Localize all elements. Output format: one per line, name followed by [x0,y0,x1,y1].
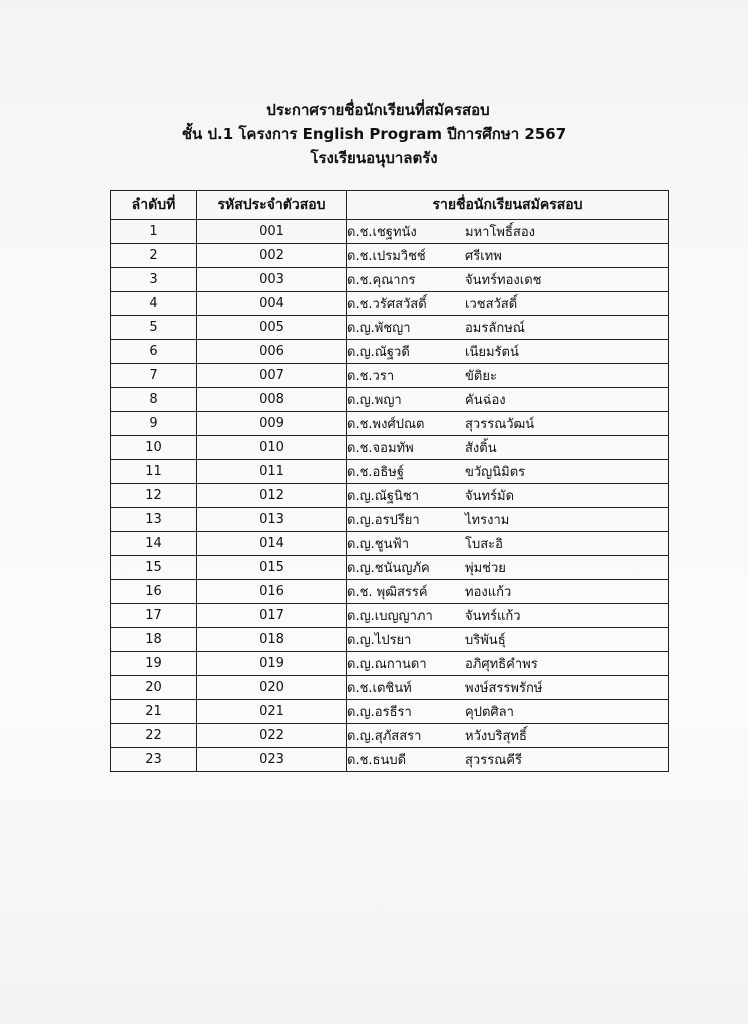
student-last-name: ขวัญนิมิตร [465,465,526,480]
document-header [0,98,748,170]
table-row [111,412,669,436]
program-subtitle: ชั้น ป.1 โครงการ English Program ปีการศึกษา 2567 [181,125,567,143]
order-number-cell: 9 [111,412,197,436]
student-first-name: ด.ญ.ชูนฟ้า [347,537,409,552]
student-last-name: สังติ้น [465,441,497,456]
student-last-name: เวชสวัสดิ์ [465,297,518,312]
header-order-no: ลำดับที่ [111,191,197,220]
student-last-name: คันฉ่อง [465,393,506,408]
exam-id-cell: 008 [197,388,347,412]
order-number-cell: 12 [111,484,197,508]
student-first-name: ด.ช.ธนบดี [347,753,407,768]
order-number-cell: 4 [111,292,197,316]
student-first-name: ด.ช.เปรมวิชช์ [347,249,426,264]
student-last-name: อมรลักษณ์ [465,321,525,336]
student-last-name: สุวรรณคีรี [465,753,522,768]
table-row [111,604,669,628]
table-row [111,484,669,508]
order-number-cell: 21 [111,700,197,724]
table-row [111,388,669,412]
order-number-cell: 8 [111,388,197,412]
exam-id-cell: 013 [197,508,347,532]
order-number-cell: 13 [111,508,197,532]
student-first-name: ด.ญ.พัชญา [347,321,411,336]
order-number-cell: 6 [111,340,197,364]
exam-id-cell: 009 [197,412,347,436]
student-last-name: จันทร์แก้ว [465,609,521,624]
table-row [111,292,669,316]
exam-id-cell: 021 [197,700,347,724]
student-last-name: จันทร์ทองเดช [465,273,542,288]
student-last-name: ทองแก้ว [465,585,512,600]
order-number-cell: 23 [111,748,197,772]
exam-id-cell: 015 [197,556,347,580]
table-body [111,220,669,772]
applicant-table [110,190,669,772]
table-row [111,220,669,244]
student-last-name: ขัติยะ [465,369,497,384]
announcement-title: ประกาศรายชื่อนักเรียนที่สมัครสอบ [266,101,490,119]
exam-id-cell: 011 [197,460,347,484]
student-name-cell [347,724,669,748]
student-last-name: บริพันธุ์ [465,633,506,648]
student-first-name: ด.ช.เชฐทนัง [347,225,417,240]
student-name-cell [347,700,669,724]
order-number-cell: 10 [111,436,197,460]
student-last-name: โบสะอิ [465,537,503,552]
exam-id-cell: 010 [197,436,347,460]
table-row [111,244,669,268]
student-name-cell [347,364,669,388]
student-name-cell [347,556,669,580]
exam-id-cell: 007 [197,364,347,388]
exam-id-cell: 004 [197,292,347,316]
order-number-cell: 16 [111,580,197,604]
student-name-cell [347,652,669,676]
order-number-cell: 7 [111,364,197,388]
exam-id-cell: 001 [197,220,347,244]
student-first-name: ด.ช.คุณากร [347,273,416,288]
table-header-row [111,191,669,220]
table-row [111,676,669,700]
order-number-cell: 15 [111,556,197,580]
student-name-cell [347,532,669,556]
student-name-cell [347,628,669,652]
exam-id-cell: 012 [197,484,347,508]
student-first-name: ด.ช.วรัศสวัสดิ์ [347,297,427,312]
table-row [111,652,669,676]
order-number-cell: 18 [111,628,197,652]
student-name-cell [347,220,669,244]
student-name-cell [347,316,669,340]
table-row [111,316,669,340]
header-exam-id: รหัสประจำตัวสอบ [197,191,347,220]
student-name-cell [347,748,669,772]
order-number-cell: 17 [111,604,197,628]
student-last-name: พุ่มช่วย [465,561,506,576]
table-row [111,748,669,772]
header-student-name: รายชื่อนักเรียนสมัครสอบ [347,191,669,220]
student-last-name: อภิศุทธิคำพร [465,657,538,672]
exam-id-cell: 003 [197,268,347,292]
exam-id-cell: 006 [197,340,347,364]
student-last-name: เนียมรัตน์ [465,345,519,360]
student-name-cell [347,244,669,268]
exam-id-cell: 017 [197,604,347,628]
table-row [111,268,669,292]
table-row [111,628,669,652]
table-row [111,340,669,364]
exam-id-cell: 016 [197,580,347,604]
order-number-cell: 14 [111,532,197,556]
student-last-name: พงษ์สรรพรักษ์ [465,681,543,696]
student-last-name: ไทรงาม [465,513,510,528]
student-last-name: มหาโพธิ์สอง [465,225,536,240]
student-first-name: ด.ช. พุฒิสรรค์ [347,585,428,600]
student-name-cell [347,460,669,484]
exam-id-cell: 020 [197,676,347,700]
exam-id-cell: 005 [197,316,347,340]
student-last-name: สุวรรณวัฒน์ [465,417,535,432]
student-name-cell [347,292,669,316]
exam-id-cell: 019 [197,652,347,676]
order-number-cell: 22 [111,724,197,748]
order-number-cell: 2 [111,244,197,268]
table-row [111,532,669,556]
exam-id-cell: 002 [197,244,347,268]
student-name-cell [347,412,669,436]
student-first-name: ด.ช.เตชินท์ [347,681,412,696]
student-name-cell [347,484,669,508]
student-last-name: หวังบริสุทธิ์ [465,729,527,744]
student-last-name: ศรีเทพ [465,249,502,264]
student-first-name: ด.ญ.อรปรียา [347,513,420,528]
table-row [111,580,669,604]
student-last-name: จันทร์มัด [465,489,515,504]
student-first-name: ด.ญ.อรธีรา [347,705,412,720]
student-first-name: ด.ญ.ไปรยา [347,633,412,648]
table-row [111,700,669,724]
order-number-cell: 3 [111,268,197,292]
student-name-cell [347,604,669,628]
order-number-cell: 5 [111,316,197,340]
order-number-cell: 20 [111,676,197,700]
student-name-cell [347,268,669,292]
order-number-cell: 11 [111,460,197,484]
student-name-cell [347,508,669,532]
table-row [111,460,669,484]
school-name: โรงเรียนอนุบาลตรัง [310,149,438,167]
exam-id-cell: 018 [197,628,347,652]
order-number-cell: 1 [111,220,197,244]
student-first-name: ด.ญ.พญา [347,393,402,408]
student-name-cell [347,340,669,364]
student-first-name: ด.ญ.ชนันญภัค [347,561,430,576]
student-first-name: ด.ช.พงศ์ปณต [347,417,425,432]
exam-id-cell: 014 [197,532,347,556]
student-first-name: ด.ญ.ณัฐนิชา [347,489,420,504]
student-first-name: ด.ญ.สุภัสสรา [347,729,422,744]
student-first-name: ด.ญ.ณกานดา [347,657,427,672]
student-first-name: ด.ช.วรา [347,369,395,384]
table-row [111,436,669,460]
student-first-name: ด.ญ.ณัฐวดี [347,345,410,360]
student-name-cell [347,436,669,460]
student-name-cell [347,676,669,700]
table-row [111,724,669,748]
student-name-cell [347,388,669,412]
table-row [111,556,669,580]
table-row [111,508,669,532]
student-first-name: ด.ช.อธิษฐ์ [347,465,405,480]
exam-id-cell: 022 [197,724,347,748]
student-first-name: ด.ญ.เบญญาภา [347,609,433,624]
exam-id-cell: 023 [197,748,347,772]
table-row [111,364,669,388]
student-name-cell [347,580,669,604]
order-number-cell: 19 [111,652,197,676]
student-last-name: คุปตศิลา [465,705,514,720]
student-first-name: ด.ช.จอมทัพ [347,441,414,456]
